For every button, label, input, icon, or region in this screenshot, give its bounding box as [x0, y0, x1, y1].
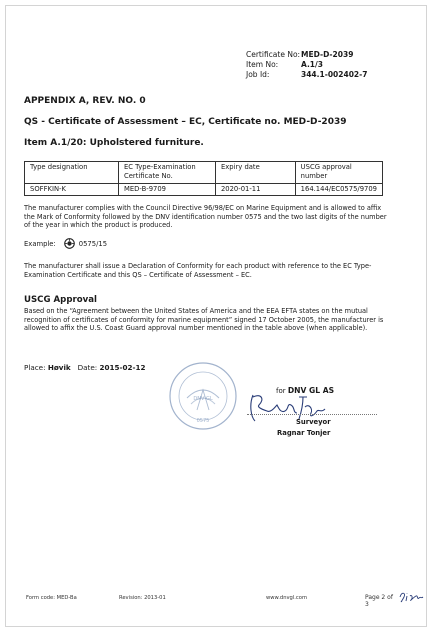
declaration-paragraph: The manufacturer shall issue a Declaration of Conformity for each product with reference to the EC Type-Examination Certificate and this QS – Certificate of Assessment – EC. [24, 262, 372, 279]
website: www.dnvgl.com [266, 595, 308, 601]
certificate-info-block [246, 50, 367, 80]
table-header-cell: Type designation [25, 162, 119, 184]
table-row [25, 184, 383, 196]
table-cell: MED-B-9709 [118, 184, 215, 196]
table-cell: 2020-01-11 [215, 184, 295, 196]
item-no-label: Item No: [246, 60, 279, 69]
for-label: for [276, 387, 286, 395]
handwritten-initials [398, 589, 424, 603]
date-label: Date: [77, 363, 98, 372]
company-name: DNV GL AS [287, 386, 335, 395]
item-title: Item A.1/20: Upholstered furniture. [24, 138, 204, 148]
place-value: Høvik [47, 363, 71, 372]
uscg-approval-paragraph: Based on the “Agreement between the United States of America and the EEA EFTA states on the mutual recognition of certificates of conformity for marine equipment” signed 17 October 2005, the manufacturer is allowed to affix the U.S. Coast Guard approval number mentioned in the table above (when applicable). [24, 307, 384, 333]
signer-title: Surveyor [296, 418, 331, 426]
example-line [24, 238, 107, 249]
uscg-approval-heading: USCG Approval [24, 295, 97, 305]
svg-text:0575: 0575 [196, 418, 210, 424]
table-header-cell: Expiry date [215, 162, 295, 184]
dnvgl-seal-stamp [167, 360, 239, 432]
page-number: Page 2 of 3 [365, 594, 393, 608]
revision: Revision: 2013-01 [119, 595, 166, 601]
form-code: Form code: MED-Ba [26, 595, 77, 601]
place-date-line [24, 363, 145, 372]
ce-wheel-mark-icon [64, 238, 75, 249]
table-cell: SOFFKIN-K [25, 184, 119, 196]
signature-dotted-line [247, 414, 377, 415]
example-value: 0575/15 [78, 239, 108, 248]
place-label: Place: [24, 363, 46, 372]
conformity-mark-paragraph: The manufacturer complies with the Council Directive 96/98/EC on Marine Equipment and is allowed to affix the Mark of Conformity followed by the DNV identification number 0575 and the two last digits of the number of the year in which the product is produced. [24, 204, 387, 230]
job-id-label: Job Id: [246, 70, 270, 79]
certificate-no-value: MED-D-2039 [301, 50, 354, 59]
approval-table [24, 161, 383, 196]
signer-name: Ragnar Tonjer [277, 429, 331, 437]
date-value: 2015-02-12 [99, 363, 146, 372]
table-header-cell: USCG approval number [295, 162, 382, 184]
example-label: Example: [24, 239, 56, 248]
certificate-no-label: Certificate No: [246, 50, 301, 59]
qs-certificate-title: QS - Certificate of Assessment – EC, Certificate no. MED-D-2039 [24, 117, 347, 127]
appendix-heading: APPENDIX A, REV. NO. 0 [24, 96, 146, 106]
job-id-value: 344.1-002402-7 [301, 70, 368, 79]
item-no-value: A.1/3 [301, 60, 323, 69]
table-cell: 164.144/EC0575/9709 [295, 184, 382, 196]
table-header-row [25, 162, 383, 184]
table-header-cell: EC Type-Examination Certificate No. [118, 162, 215, 184]
svg-text:DNV·GL: DNV·GL [193, 396, 213, 402]
